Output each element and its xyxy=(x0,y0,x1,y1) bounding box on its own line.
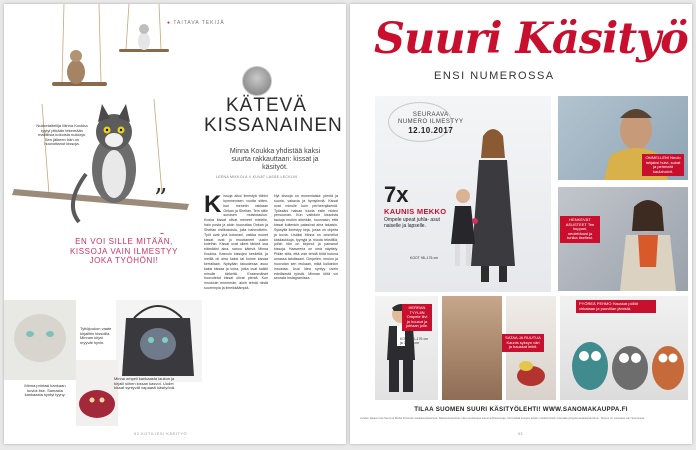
big-number: 7x xyxy=(384,182,409,207)
page-folio-left: 92 KOTILIESI KÄSITYÖ xyxy=(134,431,188,436)
sizes-label-1: KOOT 98–176 cm xyxy=(410,256,439,260)
release-info: SEURAAVA NUMERO ILMESTYY 12.10.2017 xyxy=(398,112,464,136)
caption-middle: Tyttöjoukon vaate kirjailtiin kissoilla. Minnan kirjat myyvät hyvin. xyxy=(80,326,112,345)
headline-line-2: KISSANAINEN xyxy=(204,114,343,136)
next-issue-subtitle: ENSI NUMEROSSA xyxy=(434,70,555,82)
body-column-2: Nyt kissoja on monenlaisia: pieniä ja suuria, vakavia ja hymyileviä. Kissat ovat minulle kuin perheenjäseniä. Työssäni haluan tuoda esiin niiden persoonan. Kun vaihdoin kissoista tauluja muihin aiheisiin, huomasin, että kissat kuitenkin palasivat aina takaisin. Syksyllä ilmestyy kirja, jossa on ohjeita ja kuvia. Lisäksi Minna on ommellut käsilaukkuja, tyynyjä ja muuta tekstiiliä, joihin hän on kirjonut ja painanut kissoja. Haaveena on oma näyttely. Pidän siitä, että voin tehdä töitä kotona omassa tahdissani. Ompelen, neulon ja huovutan sen mukaan, mikä kulloinkin innostaa. Uusi idea syntyy usein edellisestä työstä. Minnan töitä voi seurata Instagramissa. xyxy=(274,194,338,281)
promo-text: Ompele upeat juhla- asut naiselle ja lapselle. xyxy=(384,217,440,229)
article-lead: Minna Koukka yhdistää kaksi suurta rakkauttaan: kissat ja käsityöt. xyxy=(229,148,321,172)
section-tag: ● TAITAVA TEKIJÄ xyxy=(167,20,225,26)
birds-promo-box: SATAA JA RUUTUA Kaunis syksyn väri ja hauskat leikit. xyxy=(502,334,544,352)
body-column-1: K issoja alkoi ilmestyä töihini kymmenisen vuotta sitten, kun menetin rakkaan Onkan ja Sheltan. Tein niille suruisen muistotaulun. Koska kissat olivat meneet mielelle, hain posta ja aloin huovuttaa Onkan ja Sheltan ristikokoisia, joita hahmottelin. Työt ovat yhä kotonani, vaikka monet kissat ovat jo muuttaneet uusiin koteihin. Kissat ovat olleet tärkeä osa elämääni aina, sanoo kätevä Minna Koukka. Kasvoin kissojen keskellä, ja meillä oli aina kaksi tai kolme kissaa kerrallaan. Nykyään taloudessa asuu kaksi kissaa ja koira, jotka ovat kaikki minulle tärkeitä. Ensimmäiset huovutetut kissat olivat pieniä. Kun innostuin enemmän, aloin tehdä niistä suurempia ja ilmeikkäämpiä. xyxy=(204,191,268,291)
right-page xyxy=(350,4,692,444)
woman-promo-box: HENKEVÄT ASUSTEET Tee huppari, neulebluusi ja tunika itsellesi. xyxy=(560,216,600,243)
skirt-photo xyxy=(442,296,502,400)
byline: LEENA MIKKOLA // KUVAT LASSE LECKLIN xyxy=(216,175,298,179)
page-folio-right: 93 xyxy=(518,431,523,436)
caption-top: Nukketaiteilija Minna Koukka tyytyi pitkään tekemään maltillisia kokoisia nukkeja. Sen jälkeen hän on huovuttanut kissoja. xyxy=(36,123,88,147)
promo-title: KAUNIS MEKKO xyxy=(384,207,447,216)
order-line: TILAA SUOMEN SUURI KÄSITYÖLEHTI! WWW.SANOMAKAUPPA.FI xyxy=(414,406,628,413)
article-headline xyxy=(204,96,344,136)
caption-bottom-right: Minna ompeli kankaasta laukun ja kirjaili siihen kissan kasvot. Uudet kissat syntyvät vapaasti käsityönä. xyxy=(114,376,176,391)
cat-products-photos xyxy=(4,300,204,430)
sizes-label-2: KOOT 98–176 cm ja 36–44 cm xyxy=(400,337,429,346)
quote-mark-icon: ” xyxy=(154,184,168,214)
owls-promo-box: PYÖREÄ PEHMO Hauskat pöllöt virkataan ja puuvillan jämistä. xyxy=(576,300,656,313)
author-portrait xyxy=(242,66,272,96)
man-promo-box: OMMELLEN! Neulo lahjaksi huivi, sukat ja pehmeät kaulahuivit. xyxy=(642,154,684,176)
headline-line-1: KÄTEVÄ xyxy=(226,95,307,116)
left-page xyxy=(4,4,346,444)
felt-cats-on-swings-photo xyxy=(4,4,204,234)
magazine-logo: Suuri Käsityö xyxy=(374,14,688,64)
boy-promo-box: HERRAN TYYLIIN Ompele liivi ja housut ja juhlaan jolle. xyxy=(402,304,432,331)
fine-print: Lehden tilaajat ovat Sanoma Media Finlandin asiakasrekisterissä. Rekisteriselosteen näet osoitteessa sanoma.fi/tietosuoja. Voit kieltää tietojesi käytön markkinointiin ottamalla yhteyttä asiakaspalveluun. Tarjous on voimassa vain Suomessa. xyxy=(360,417,645,420)
drop-cap: K xyxy=(204,191,222,218)
caption-bottom-left: Minna printasi kankaan kuviot itse. Samasta kankaasta syntyi tyyny. xyxy=(24,383,66,398)
pull-quote: EN VOI SILLE MITÄÄN, KISSOJA VAIN ILMESTYY JOKA TYÖHÖNI! xyxy=(69,237,179,266)
